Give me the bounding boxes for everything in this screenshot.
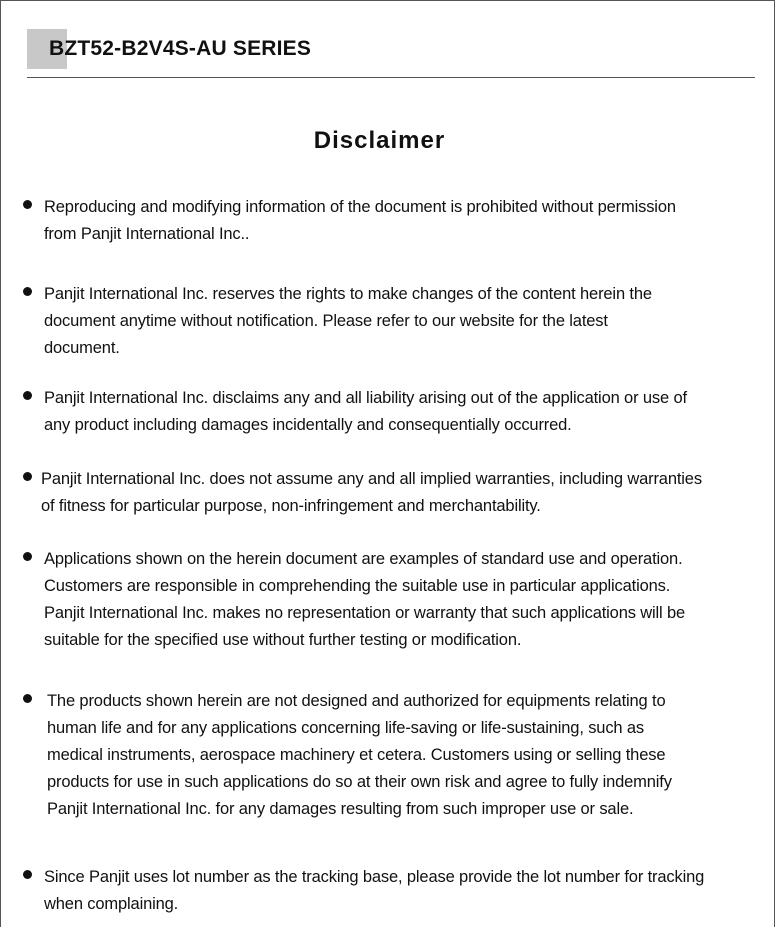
bullet-icon (23, 472, 32, 481)
bullet-icon (23, 287, 32, 296)
text-line: Reproducing and modifying information of the document is prohibited without permission (44, 198, 676, 216)
disclaimer-heading: Disclaimer (313, 127, 446, 154)
disclaimer-text (47, 688, 672, 823)
text-line: Panjit International Inc. does not assume any and all implied warranties, including warranties (41, 470, 702, 488)
text-line: Since Panjit uses lot number as the tracking base, please provide the lot number for tracking (44, 868, 705, 886)
disclaimer-text (44, 385, 687, 439)
text-line: of fitness for particular purpose, non-infringement and merchantability. (41, 497, 541, 515)
text-line: Panjit International Inc. reserves the rights to make changes of the content herein the (44, 285, 652, 303)
series-title: BZT52-B2V4S-AU SERIES (49, 37, 312, 60)
text-line: when complaining. (44, 895, 179, 913)
disclaimer-item (23, 385, 763, 439)
bullet-icon (23, 870, 32, 879)
disclaimer-text (44, 864, 704, 918)
disclaimer-item (23, 688, 763, 823)
disclaimer-text (41, 466, 702, 520)
disclaimer-text (44, 281, 652, 362)
text-line: products for use in such applications do so at their own risk and agree to fully indemnify (47, 773, 672, 791)
text-line: Panjit International Inc. makes no representation or warranty that such applications will be (44, 604, 686, 622)
disclaimer-item (23, 466, 763, 520)
text-line: from Panjit International Inc.. (44, 225, 250, 243)
text-line: The products shown herein are not designed and authorized for equipments relating to (47, 692, 666, 710)
text-line: medical instruments, aerospace machinery et cetera. Customers using or selling these (47, 746, 666, 764)
disclaimer-item (23, 546, 763, 654)
disclaimer-text (44, 546, 685, 654)
disclaimer-item (23, 281, 763, 362)
text-line: Panjit International Inc. disclaims any and all liability arising out of the application or use of (44, 389, 687, 407)
text-line: document. (44, 339, 120, 357)
disclaimer-item (23, 864, 763, 918)
disclaimer-text (44, 194, 676, 248)
text-line: Applications shown on the herein document are examples of standard use and operation. (44, 550, 683, 568)
text-line: document anytime without notification. Please refer to our website for the latest (44, 312, 608, 330)
disclaimer-item (23, 194, 763, 248)
text-line: any product including damages incidentally and consequentially occurred. (44, 416, 572, 434)
text-line: suitable for the specified use without further testing or modification. (44, 631, 522, 649)
text-line: human life and for any applications concerning life-saving or life-sustaining, such as (47, 719, 645, 737)
bullet-icon (23, 694, 32, 703)
page-header (27, 27, 755, 78)
text-line: Panjit International Inc. for any damages resulting from such improper use or sale. (47, 800, 634, 818)
text-line: Customers are responsible in comprehending the suitable use in particular applications. (44, 577, 671, 595)
bullet-icon (23, 552, 32, 561)
bullet-icon (23, 391, 32, 400)
bullet-icon (23, 200, 32, 209)
